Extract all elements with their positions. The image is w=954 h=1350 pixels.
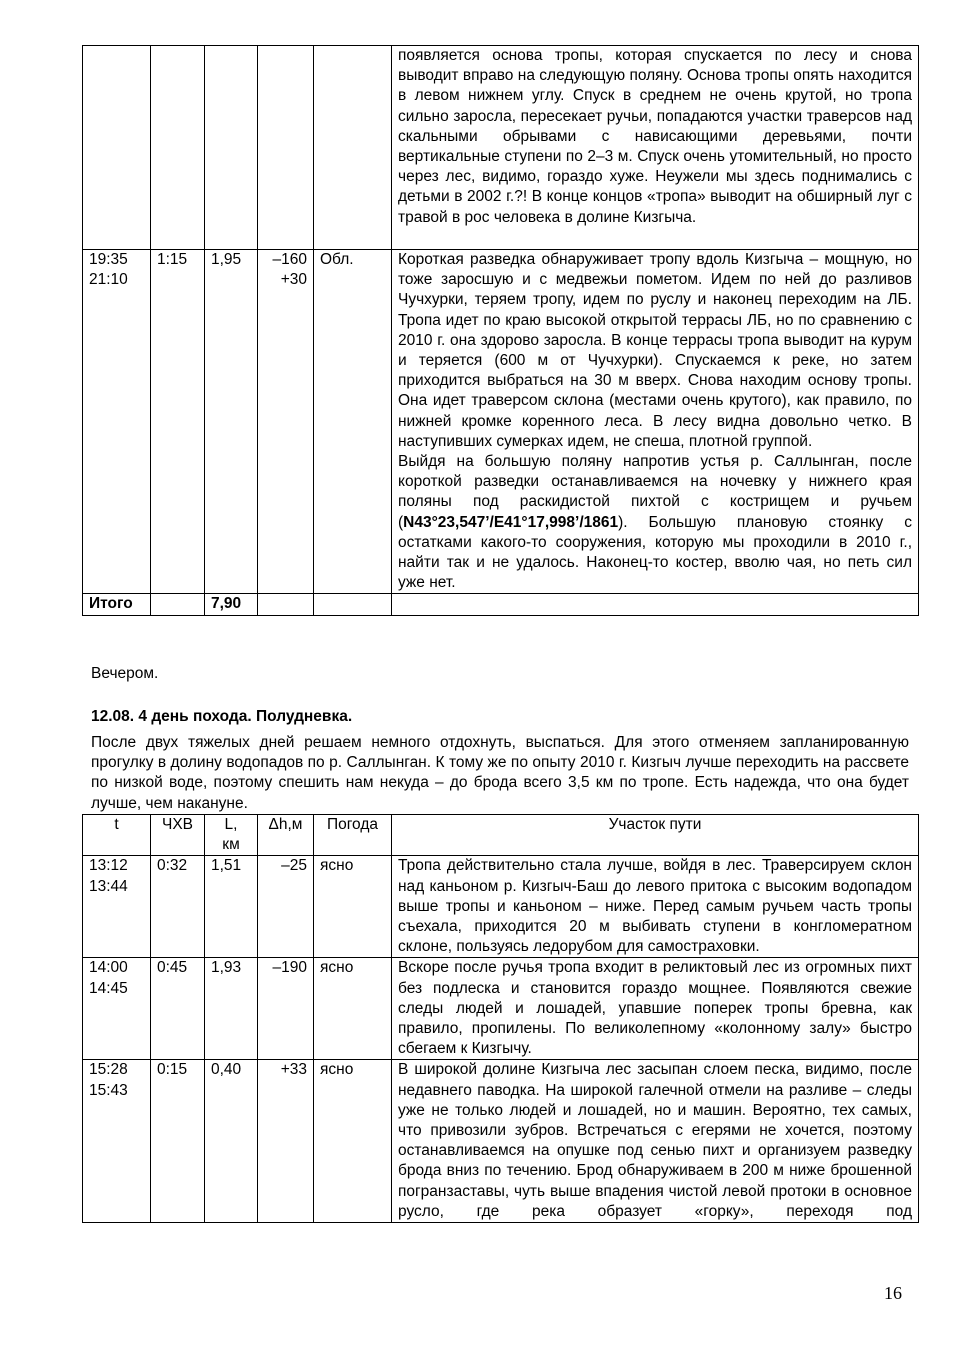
section-description: В широкой долине Кизгыча лес засыпан слоем песка, видимо, после недавнего паводка. На широкой галечной отмели на разливе – следы уже не только людей и лошадей, но и машин. Вероятно, тех самых, что привозили зубров. Встречаться с егерями не хочется, поэтому останавливаемся на опушке под сенью пихт и организуем разведку брода вниз по течению. Брод обнаруживаем в 200 м ниже брошенной погранзаставы, чуть выше впадения чистой левой протоки в основное русло, где река образует «горку», переходя под [392,1060,919,1223]
chv-cell [151,594,205,615]
time-start: 15:28 [89,1061,128,1079]
weather-cell: ясно [314,856,392,958]
elevation-cell: –25 [258,856,314,958]
elevation-cell [258,250,314,594]
time-start: 14:00 [89,959,128,977]
evening-note: Вечером. [91,665,159,682]
table-row [83,250,919,594]
table-header-row [83,815,919,856]
time-end: 15:43 [89,1081,128,1099]
section-description [392,250,919,594]
hike-log-table-1 [82,45,919,616]
chv-cell: 1:15 [151,250,205,594]
distance-cell: 0,40 [205,1060,258,1223]
intro-paragraph: После двух тяжелых дней решаем немного отдохнуть, выспаться. Для этого отменяем запланированную прогулку в долину водопадов по р. Саллынган. К тому же по опыту 2010 г. Кизгыч лучше переходить на рассвете по низкой воде, поэтому спешить нам некуда – до брода всего 3,5 км по тропе. Есть надежда, что она будет лучше, чем накануне. [91,734,909,812]
time-start: 19:35 [89,251,128,268]
time-end: 13:44 [89,877,128,895]
time-cell [83,958,151,1060]
total-distance: 7,90 [205,594,258,615]
table-row [83,1060,919,1223]
distance-cell: 1,93 [205,958,258,1060]
time-cell [83,46,151,250]
section-description: Вскоре после ручья тропа входит в реликтовый лес из огромных пихт без подлеска и становится гораздо мощнее. Появляются свежие следы людей и лошадей, упавшие поперек тропы бревна, как правило, пропилены. По великолепному «колонному залу» быстро сбегаем к Кизгычу. [392,958,919,1060]
time-cell [83,1060,151,1223]
weather-cell [314,46,392,250]
paragraph [398,452,912,593]
header-chv: ЧХВ [151,815,205,856]
distance-cell [205,46,258,250]
time-end: 21:10 [89,271,128,289]
table-row [83,46,919,250]
header-weather: Погода [314,815,392,856]
text: ). Большую плановую стоянку с остатками какого-то сооружения, которую мы проходили в 2010 г., найти так и не удалось. Наконец-то костер, вволю чая, но петь сил уже нет. [398,513,912,592]
elevation-cell [258,46,314,250]
time-cell [83,250,151,594]
section-description: появляется основа тропы, которая спускается по лесу и снова выводит вправо на следующую поляну. Основа тропы опять находится в левом нижнем углу. Спуск в среднем не очень крутой, но тропа сильно заросла, пересекает ручьи, попадаются участки траверсов над скальными обрывами с нависающими деревьями, почти вертикальные ступени по 2–3 м. Спуск очень утомительный, но просто через лес, видимо, гораздо хуже. Неужели мы здесь поднимались с детьми в 2002 г.?! В конце концов «тропа» выводит на обширный луг с травой в рос человека в долине Кизгыча. [392,46,919,250]
header-time: t [83,815,151,856]
time-start: 13:12 [89,857,128,875]
page-number: 16 [884,1283,902,1303]
chv-cell [151,46,205,250]
table-row [83,856,919,958]
distance-cell: 1,51 [205,856,258,958]
gps-coordinates: N43°23,547’/E41°17,998’/1861 [403,513,619,531]
time-cell [83,856,151,958]
elevation-cell [258,594,314,615]
distance-cell: 1,95 [205,250,258,594]
weather-cell [314,594,392,615]
paragraph: Короткая разведка обнаруживает тропу вдоль Кизгыча – мощную, но тоже заросшую и с медвежьи пометом. Идем по ней до разливов Чучхурки, теряем тропу, идем по руслу и наконец переходим на ЛБ. Тропа идет по краю высокой открытой террасы ЛБ, но по сравнению с 2010 г. она здорово заросла. В конце террасы тропа выводит на курум и теряется (600 м от Чучхурки). Спускаемся к реке, но затем приходится выбраться на 30 м вверх. Снова находим основу тропы. Она идет траверсом склона (местами очень крутого), как правило, по нижней кромке коренного леса. В лесу видна довольно четко. В наступивших сумерках идем, не спеша, плотной группой. [398,251,912,450]
elevation-cell: +33 [258,1060,314,1223]
header-elevation: Δh,м [258,815,314,856]
header-distance [205,815,258,856]
elevation-drop: –160 [272,251,307,268]
chv-cell: 0:45 [151,958,205,1060]
weather-cell: ясно [314,1060,392,1223]
weather-cell: Обл. [314,250,392,594]
table-row [83,958,919,1060]
time-end: 14:45 [89,979,128,997]
hike-log-table-2 [82,814,919,1223]
day-heading: 12.08. 4 день похода. Полудневка. [91,708,353,725]
weather-cell: ясно [314,958,392,1060]
section-description: Тропа действительно стала лучше, войдя в лес. Траверсируем склон над каньоном р. Кизгыч-Баш до левого притока с высоким водопадом выше тропы и каньоном – ниже. Перед самым ручьем часть тропы съехала, приходится 20 м выбивать ступени в конгломератном склоне, пользуясь ледорубом для самостраховки. [392,856,919,958]
header-distance-label: L, [224,816,238,833]
total-label: Итого [83,594,151,615]
header-section: Участок пути [392,815,919,856]
elevation-gain: +30 [280,271,307,289]
total-row [83,594,919,615]
text: Выйдя на большую поляну напротив устья р. Саллынган, после короткой разведки останавливаемся на ночевку у нижнего края поляны под раскидистой пихтой с кострищем и ручьем ( [398,453,912,531]
section-description [392,594,919,615]
chv-cell: 0:15 [151,1060,205,1223]
elevation-cell: –190 [258,958,314,1060]
chv-cell: 0:32 [151,856,205,958]
header-distance-unit: км [222,836,240,854]
